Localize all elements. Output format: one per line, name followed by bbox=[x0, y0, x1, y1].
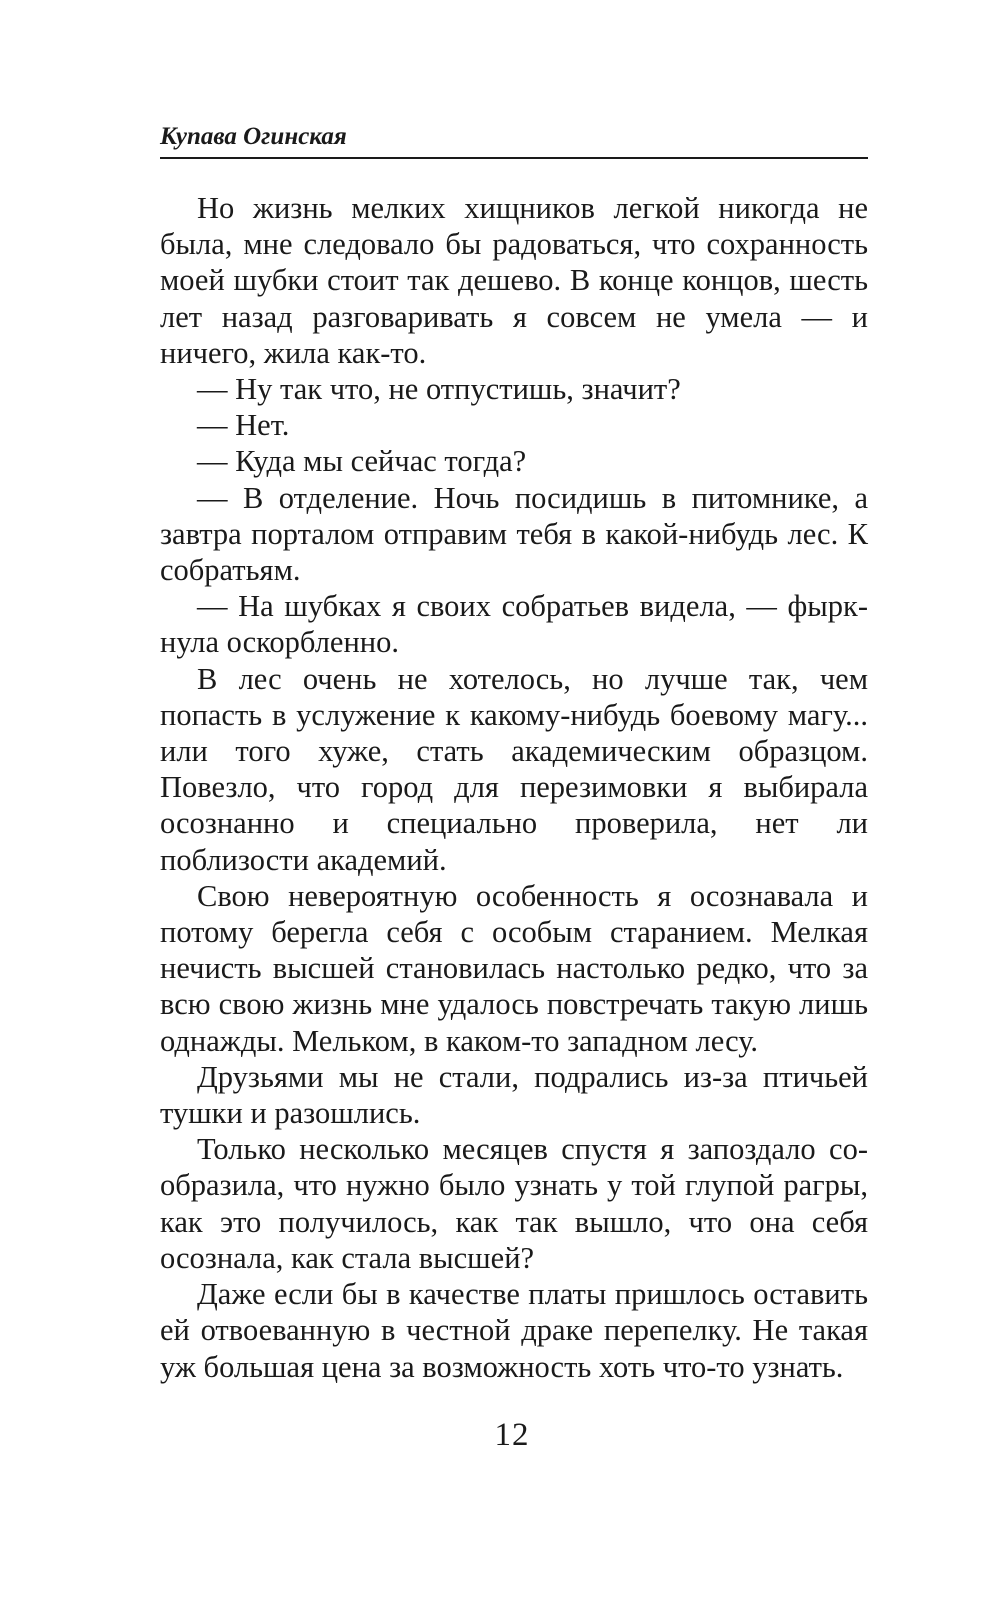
dialogue-line: — На шубках я своих собратьев видела, — фыркнула оскорбленно. bbox=[160, 589, 868, 660]
paragraph: В лес очень не хотелось, но лучше так, чем попасть в услужение к какому-нибудь боевому магу... или того хуже, стать академическим образцом. Повезло, что город для перезимовки я выбирала осознанно и специально проверила, нет ли поблизости академий. bbox=[160, 661, 868, 877]
page-number: 12 bbox=[494, 1417, 530, 1453]
dialogue-line: — В отделение. Ночь посидишь в питомнике, а завтра порталом отправим тебя в какой-нибудь лес. К собратьям. bbox=[160, 480, 868, 588]
paragraph: Но жизнь мелких хищников легкой никогда не была, мне следовало бы радоваться, что сохранность моей шубки стоит так дешево. В конце концов, шесть лет назад разговаривать я совсем не умела — и ничего, жила как-то. bbox=[160, 191, 868, 370]
dialogue-line: — Нет. bbox=[197, 408, 290, 443]
dialogue-line: — Куда мы сейчас тогда? bbox=[197, 444, 527, 479]
running-head-author: Купава Огинская bbox=[160, 123, 347, 150]
dialogue-line: — Ну так что, не отпустишь, значит? bbox=[197, 372, 681, 407]
header-rule bbox=[160, 157, 868, 159]
paragraph: Свою невероятную особенность я осознавала и потому берегла себя с особым старанием. Мелкая нечисть высшей становилась настолько редко, что за всю свою жизнь мне удалось повстречать такую лишь однажды. Мельком, в каком-то западном лесу. bbox=[160, 878, 868, 1058]
paragraph: Друзьями мы не стали, подрались из-за птичьей тушки и разошлись. bbox=[160, 1059, 868, 1131]
paragraph: Только несколько месяцев спустя я запоздало сообразила, что нужно было узнать у той глупой рагры, как это получилось, как так вышло, что она себя осознала, как стала высшей? bbox=[160, 1132, 868, 1275]
body-text bbox=[160, 190, 868, 1385]
paragraph: Даже если бы в качестве платы пришлось оставить ей отвоеванную в честной драке перепелку. Не такая уж большая цена за возможность хоть что-то узнать. bbox=[160, 1277, 868, 1384]
